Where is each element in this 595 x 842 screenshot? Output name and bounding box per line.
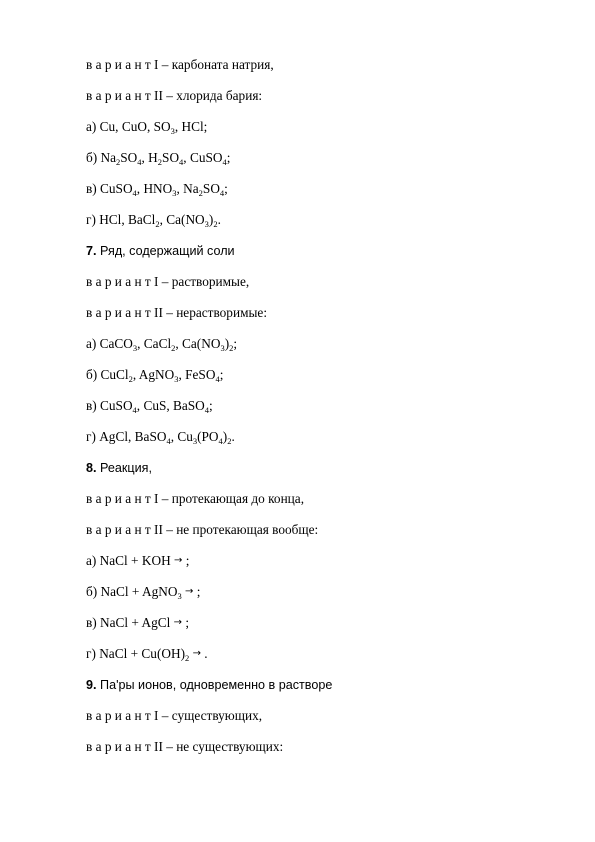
- question-text: Па'ры ионов, одновременно в растворе: [100, 678, 333, 692]
- question-8: [86, 460, 152, 476]
- variant-2-line: в а р и а н т II – нерастворимые:: [86, 305, 268, 320]
- question-text: Ряд, содержащий соли: [100, 244, 235, 258]
- variant-2-line: в а р и а н т II – не существующих:: [86, 739, 284, 754]
- option-g: г) HCl, BaCl$_2$, $Ca(NO_3)_2$.: [86, 212, 221, 229]
- option-g: г) NaCl + $Cu(OH)_2$ → .: [86, 646, 208, 663]
- option-v: в) CuSO$_4$, CuS, BaSO$_4$;: [86, 398, 213, 415]
- option-a: а) CaCO$_3$, CaCl$_2$, $Ca(NO_3)_2$;: [86, 336, 238, 353]
- variant-1-line: в а р и а н т I – протекающая до конца,: [86, 491, 305, 506]
- option-g: г) AgCl, BaSO$_4$, $Cu_3(PO_4)_2$.: [86, 429, 235, 446]
- variant-1-line: в а р и а н т I – карбоната натрия,: [86, 57, 274, 72]
- option-b: б) NaCl + AgNO$_3$ → ;: [86, 584, 201, 601]
- variant-2-line: в а р и а н т II – не протекающая вообще:: [86, 522, 319, 537]
- option-b: б) CuCl$_2$, AgNO$_3$, FeSO$_4$;: [86, 367, 224, 384]
- question-7: [86, 243, 235, 259]
- question-number: 7.: [86, 244, 97, 258]
- question-text: Реакция,: [100, 461, 152, 475]
- option-a: а) NaCl + KOH → ;: [86, 553, 190, 568]
- question-number: 8.: [86, 461, 97, 475]
- option-a: а) Cu, CuO, $SO_3$, HCl;: [86, 119, 208, 136]
- question-number: 9.: [86, 678, 97, 692]
- variant-1-line: в а р и а н т I – растворимые,: [86, 274, 250, 289]
- option-v: в) NaCl + AgCl → ;: [86, 615, 190, 630]
- option-b: б) $Na_2SO_4$, $H_2SO_4$, CuSO$_4$;: [86, 150, 231, 167]
- option-v: в) CuSO$_4$, $HNO_3$, $Na_2SO_4$;: [86, 181, 228, 198]
- variant-1-line: в а р и а н т I – существующих,: [86, 708, 263, 723]
- question-9: [86, 677, 332, 693]
- variant-2-line: в а р и а н т II – хлорида бария:: [86, 88, 263, 103]
